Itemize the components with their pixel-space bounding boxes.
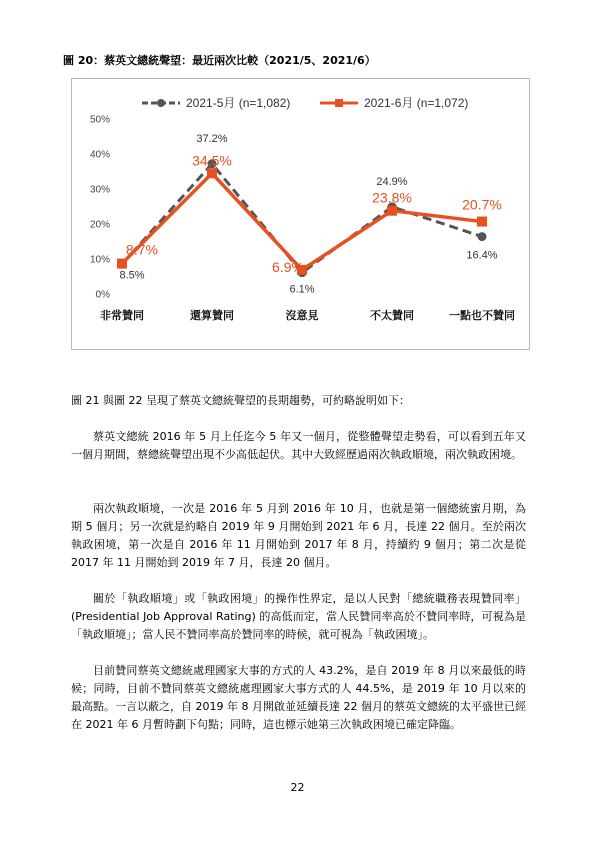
x-category-label: 非常贊同 [100, 309, 144, 322]
series-june-point [117, 259, 127, 269]
paragraph-1: 蔡英文總統 2016 年 5 月上任迄今 5 年又一個月，從整體聲望走勢看，可以看到五年又一個月期間，蔡總統聲望出現不少高低起伏。其中大致經歷過兩次執政順境，兩次執政困境。 [71, 430, 526, 461]
data-label-june: 20.7% [462, 196, 502, 213]
series-june-point [207, 168, 217, 178]
legend-label-1: 2021-5月 (n=1,082) [186, 96, 291, 110]
series-may-line [122, 164, 482, 273]
data-label-june: 34.5% [192, 152, 232, 169]
data-label-june: 23.8% [372, 189, 412, 206]
paragraph-4: 目前贊同蔡英文總統處理國家大事的方式的人 43.2%，是自 2019 年 8 月以來最低的時候；同時，目前不贊同蔡英文總統處理國家大事方式的人 44.5%，是 2019 年 10 月以來的最高點。一言以蔽之，自 2019 年 8 月開啟並延續長達 22 個月的蔡英文總統的太平盛世已經在 2021 年 6 月暫時劃下句點；同時，這也標示她第三次執政困境已確定降臨。 [71, 664, 526, 731]
y-tick-label: 30% [89, 184, 110, 196]
data-label-june: 8.7% [126, 241, 158, 258]
chart-container [71, 78, 530, 350]
legend-marker-2 [335, 99, 343, 107]
series-june-point [387, 206, 397, 216]
y-tick-label: 50% [89, 114, 110, 126]
x-category-label: 還算贊同 [190, 309, 234, 322]
data-label-may: 24.9% [376, 175, 408, 188]
legend-label-2: 2021-6月 (n=1,072) [364, 96, 469, 110]
data-label-may: 6.1% [289, 283, 315, 296]
x-category-label: 沒意見 [285, 309, 319, 322]
data-label-may: 16.4% [466, 249, 498, 262]
paragraph-3: 關於「執政順境」或「執政困境」的操作性界定，是以人民對「總統職務表現贊同率」(Presidential Job Approval Rating) 的高低而定，當人民贊同率高於不贊同率時，可視為是「執政順境」；當人民不贊同率高於贊同率的時候，就可視為「執政困境」。 [71, 592, 526, 641]
series-june-point [477, 217, 487, 227]
series-june-line [122, 173, 482, 270]
y-tick-label: 10% [89, 254, 110, 266]
figure-title: 圖 20：蔡英文總統聲望：最近兩次比較（2021/5、2021/6） [63, 54, 376, 67]
data-label-may: 8.5% [119, 269, 145, 282]
page-number: 22 [290, 781, 305, 794]
x-category-label: 一點也不贊同 [449, 309, 515, 322]
paragraph-intro: 圖 21 與圖 22 呈現了蔡英文總統聲望的長期趨勢，可約略說明如下： [71, 394, 410, 407]
data-label-june: 6.9% [272, 258, 304, 275]
y-tick-label: 0% [95, 289, 110, 301]
y-tick-label: 40% [89, 149, 110, 161]
paragraph-2: 兩次執政順境，一次是 2016 年 5 月到 2016 年 10 月，也就是第一個總統蜜月期，為期 5 個月；另一次就是約略自 2019 年 9 月開始到 2021 年 6 月，長達 22 個月。至於兩次執政困境，第一次是自 2016 年 11 月開始到 2017 年 8 月，持續約 9 個月；第二次是從 2017 年 11 月開始到 2019 年 7 月，長達 20 個月。 [71, 502, 526, 569]
legend-marker-1 [157, 99, 165, 107]
line-chart [72, 79, 529, 349]
series-may-point [478, 232, 487, 241]
y-tick-label: 20% [89, 219, 110, 231]
x-category-label: 不太贊同 [370, 309, 414, 322]
data-label-may: 37.2% [196, 132, 228, 145]
